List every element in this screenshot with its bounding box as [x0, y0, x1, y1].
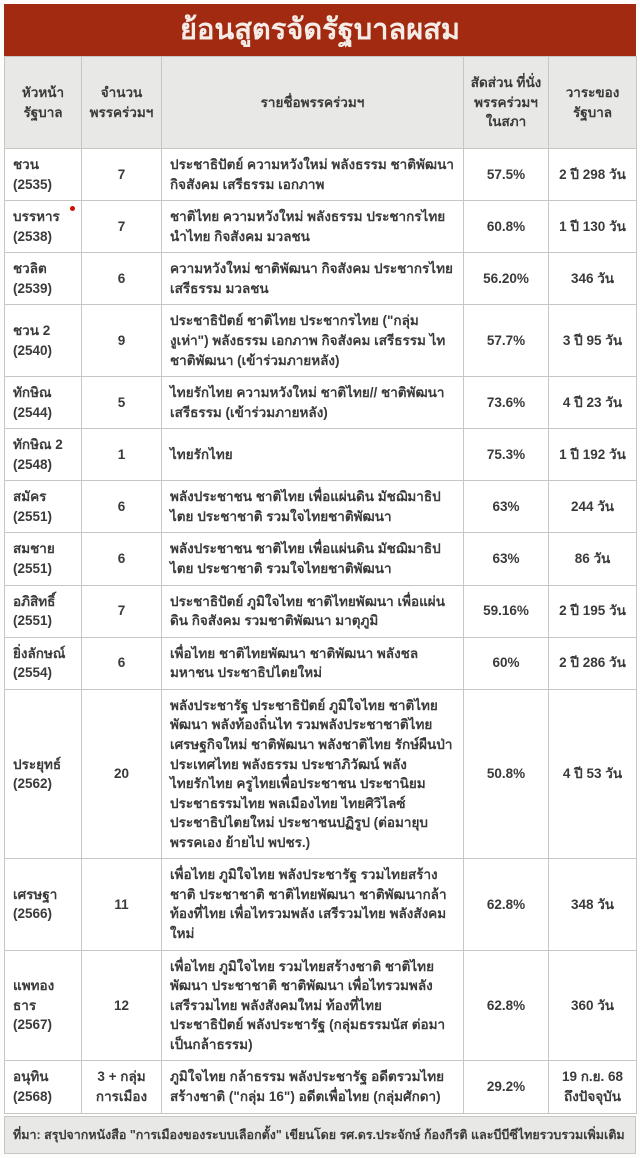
- leader-cell: [5, 429, 82, 481]
- leader-year: (2544): [13, 404, 53, 420]
- leader-cell: [5, 1061, 82, 1113]
- party-list-cell: ประชาธิปัตย์ ชาติไทย ประชากรไทย ("กลุ่มงูเห่า") พลังธรรม เอกภาพ กิจสังคม เสรีธรรม ไท ชาติพัฒนา (เข้าร่วมภายหลัง): [162, 305, 464, 377]
- header-party-count: จำนวน พรรคร่วมฯ: [82, 57, 162, 149]
- table-row: [5, 859, 637, 950]
- header-term: วาระของ รัฐบาล: [549, 57, 637, 149]
- table-row: [5, 950, 637, 1061]
- party-list-cell: พลังประชาชน ชาติไทย เพื่อแผ่นดิน มัชฌิมาธิปไตย ประชาชาติ รวมใจไทยชาติพัฒนา: [162, 481, 464, 533]
- leader-name: สมชาย: [13, 541, 55, 557]
- term-cell: 1 ปี 192 วัน: [549, 429, 637, 481]
- seat-share-cell: 75.3%: [464, 429, 549, 481]
- leader-cell: [5, 859, 82, 950]
- leader-cell: [5, 689, 82, 859]
- leader-year: (2539): [13, 280, 53, 296]
- party-count-cell: 7: [82, 149, 162, 201]
- table-row: [5, 149, 637, 201]
- term-cell: 3 ปี 95 วัน: [549, 305, 637, 377]
- party-list-cell: พลังประชารัฐ ประชาธิปัตย์ ภูมิใจไทย ชาติไทยพัฒนา พลังท้องถิ่นไท รวมพลังประชาชาติไทย เศรษฐกิจใหม่ ชาติพัฒนา พลังชาติไทย รักษ์ผืนป่าประเทศไทย พลังธรรม ประชาภิวัฒน์ พลังไทยรักไทย ครูไทยเพื่อประชาชน ประชานิยม ประชาธรรมไทย พลเมืองไทย ไทยศิวิไลซ์ ประชาธิปไตยใหม่ ประชาชนปฏิรูป (ต่อมายุบพรรคเอง ย้ายไป พปชร.): [162, 689, 464, 859]
- page-title: ย้อนสูตรจัดรัฐบาลผสม: [4, 4, 636, 56]
- header-party-list: รายชื่อพรรคร่วมฯ: [162, 57, 464, 149]
- leader-year: (2551): [13, 613, 53, 629]
- leader-name: อภิสิทธิ์: [13, 593, 56, 609]
- table-row: [5, 377, 637, 429]
- party-list-cell: เพื่อไทย ภูมิใจไทย พลังประชารัฐ รวมไทยสร้างชาติ ประชาชาติ ชาติไทยพัฒนา ชาติพัฒนากล้า ท้องที่ไทย เพื่อไทรวมพลัง เสรีรวมไทย พลังสังคมใหม่: [162, 859, 464, 950]
- leader-name: เศรษฐา: [13, 886, 58, 902]
- leader-name: ยิ่งลักษณ์: [13, 645, 66, 661]
- leader-year: (2562): [13, 776, 53, 792]
- party-count-cell: 6: [82, 481, 162, 533]
- leader-year: (2551): [13, 561, 53, 576]
- leader-name: ทักษิณ: [13, 385, 52, 401]
- party-list-cell: ความหวังใหม่ ชาติพัฒนา กิจสังคม ประชากรไทย เสรีธรรม มวลชน: [162, 253, 464, 305]
- table-row: [5, 429, 637, 481]
- leader-name: ชวลิต: [13, 261, 47, 277]
- leader-cell: [5, 253, 82, 305]
- term-cell: 4 ปี 23 วัน: [549, 377, 637, 429]
- leader-cell: [5, 149, 82, 201]
- leader-cell: [5, 305, 82, 377]
- table-row: [5, 305, 637, 377]
- party-count-cell: 9: [82, 305, 162, 377]
- party-list-cell: เพื่อไทย ภูมิใจไทย รวมไทยสร้างชาติ ชาติไทยพัฒนา ประชาชาติ ชาติพัฒนา เพื่อไทรวมพลัง เสรีรวมไทย พลังสังคมใหม่ ท้องที่ไทย ประชาธิปัตย์ พลังประชารัฐ (กลุ่มธรรมนัส ต่อมาเป็นกล้าธรรม): [162, 950, 464, 1061]
- seat-share-cell: 59.16%: [464, 585, 549, 637]
- leader-year: (2538): [13, 228, 53, 244]
- table-row: [5, 585, 637, 637]
- leader-cell: [5, 950, 82, 1061]
- seat-share-cell: 62.8%: [464, 950, 549, 1061]
- table-header-row: [5, 57, 637, 149]
- party-count-cell: 20: [82, 689, 162, 859]
- seat-share-cell: 60%: [464, 637, 549, 689]
- leader-name: แพทองธาร: [13, 978, 55, 1013]
- seat-share-cell: 60.8%: [464, 201, 549, 253]
- party-list-cell: ชาติไทย ความหวังใหม่ พลังธรรม ประชากรไทย นำไทย กิจสังคม มวลชน: [162, 201, 464, 253]
- leader-name: อนุทิน: [13, 1069, 49, 1085]
- seat-share-cell: 63%: [464, 533, 549, 585]
- header-seat-share: สัดส่วน ที่นั่ง พรรคร่วมฯ ในสภา: [464, 57, 549, 149]
- seat-share-cell: 57.5%: [464, 149, 549, 201]
- leader-name: ประยุทธ์: [13, 756, 62, 772]
- party-list-cell: ไทยรักไทย ความหวังใหม่ ชาติไทย// ชาติพัฒนา เสรีธรรม (เข้าร่วมภายหลัง): [162, 377, 464, 429]
- footnote-dot: [70, 206, 75, 211]
- seat-share-cell: 50.8%: [464, 689, 549, 859]
- term-cell: 360 วัน: [549, 950, 637, 1061]
- party-list-cell: ประชาธิปัตย์ ความหวังใหม่ พลังธรรม ชาติพัฒนา กิจสังคม เสรีธรรม เอกภาพ: [162, 149, 464, 201]
- table-row: [5, 253, 637, 305]
- seat-share-cell: 63%: [464, 481, 549, 533]
- table-row: [5, 689, 637, 859]
- party-list-cell: ไทยรักไทย: [162, 429, 464, 481]
- party-count-cell: 6: [82, 253, 162, 305]
- term-cell: 4 ปี 53 วัน: [549, 689, 637, 859]
- party-count-cell: 6: [82, 533, 162, 585]
- seat-share-cell: 62.8%: [464, 859, 549, 950]
- term-cell: 86 วัน: [549, 533, 637, 585]
- table-row: [5, 201, 637, 253]
- leader-name: บรรหาร: [13, 209, 60, 225]
- table-row: [5, 481, 637, 533]
- party-list-cell: เพื่อไทย ชาติไทยพัฒนา ชาติพัฒนา พลังชล มหาชน ประชาธิปไตยใหม่: [162, 637, 464, 689]
- party-count-cell: 12: [82, 950, 162, 1061]
- seat-share-cell: 56.20%: [464, 253, 549, 305]
- table-header: [5, 57, 637, 149]
- term-cell: 244 วัน: [549, 481, 637, 533]
- party-count-cell: 3 + กลุ่มการเมือง: [82, 1061, 162, 1113]
- party-count-cell: 7: [82, 585, 162, 637]
- table-row: [5, 533, 637, 585]
- coalition-table: [4, 56, 637, 1114]
- term-cell: 2 ปี 195 วัน: [549, 585, 637, 637]
- leader-year: (2535): [13, 176, 53, 192]
- leader-name: สมัคร: [13, 489, 47, 505]
- leader-year: (2554): [13, 665, 53, 681]
- party-count-cell: 1: [82, 429, 162, 481]
- term-cell: 19 ก.ย. 68 ถึงปัจจุบัน: [549, 1061, 637, 1113]
- party-list-cell: ประชาธิปัตย์ ภูมิใจไทย ชาติไทยพัฒนา เพื่อแผ่นดิน กิจสังคม รวมชาติพัฒนา มาตุภูมิ: [162, 585, 464, 637]
- party-count-cell: 6: [82, 637, 162, 689]
- leader-cell: [5, 637, 82, 689]
- leader-name: ชวน: [13, 157, 39, 172]
- leader-cell: [5, 201, 82, 253]
- party-count-cell: 11: [82, 859, 162, 950]
- table-body: [5, 149, 637, 1114]
- leader-name: ทักษิณ 2: [13, 437, 63, 453]
- source-note: ที่มา: สรุปจากหนังสือ "การเมืองของระบบเลือกตั้ง" เขียนโดย รศ.ดร.ประจักษ์ ก้องกีรติ และบีบีซีไทยรวบรวมเพิ่มเติม: [4, 1116, 636, 1154]
- term-cell: 348 วัน: [549, 859, 637, 950]
- table-row: [5, 637, 637, 689]
- leader-year: (2540): [13, 342, 53, 358]
- seat-share-cell: 57.7%: [464, 305, 549, 377]
- header-leader: หัวหน้า รัฐบาล: [5, 57, 82, 149]
- party-count-cell: 7: [82, 201, 162, 253]
- leader-year: (2568): [13, 1088, 53, 1104]
- leader-year: (2551): [13, 508, 53, 524]
- leader-cell: [5, 377, 82, 429]
- leader-name: ชวน 2: [13, 323, 51, 339]
- leader-cell: [5, 585, 82, 637]
- leader-year: (2566): [13, 906, 53, 922]
- party-list-cell: พลังประชาชน ชาติไทย เพื่อแผ่นดิน มัชฌิมาธิปไตย ประชาชาติ รวมใจไทยชาติพัฒนา: [162, 533, 464, 585]
- term-cell: 2 ปี 298 วัน: [549, 149, 637, 201]
- leader-cell: [5, 533, 82, 585]
- leader-cell: [5, 481, 82, 533]
- party-list-cell: ภูมิใจไทย กล้าธรรม พลังประชารัฐ อดีตรวมไทยสร้างชาติ ("กลุ่ม 16") อดีตเพื่อไทย (กลุ่มศักดา): [162, 1061, 464, 1113]
- term-cell: 1 ปี 130 วัน: [549, 201, 637, 253]
- term-cell: 346 วัน: [549, 253, 637, 305]
- leader-year: (2548): [13, 456, 53, 472]
- table-row: [5, 1061, 637, 1113]
- seat-share-cell: 73.6%: [464, 377, 549, 429]
- party-count-cell: 5: [82, 377, 162, 429]
- term-cell: 2 ปี 286 วัน: [549, 637, 637, 689]
- seat-share-cell: 29.2%: [464, 1061, 549, 1113]
- leader-year: (2567): [13, 1017, 53, 1033]
